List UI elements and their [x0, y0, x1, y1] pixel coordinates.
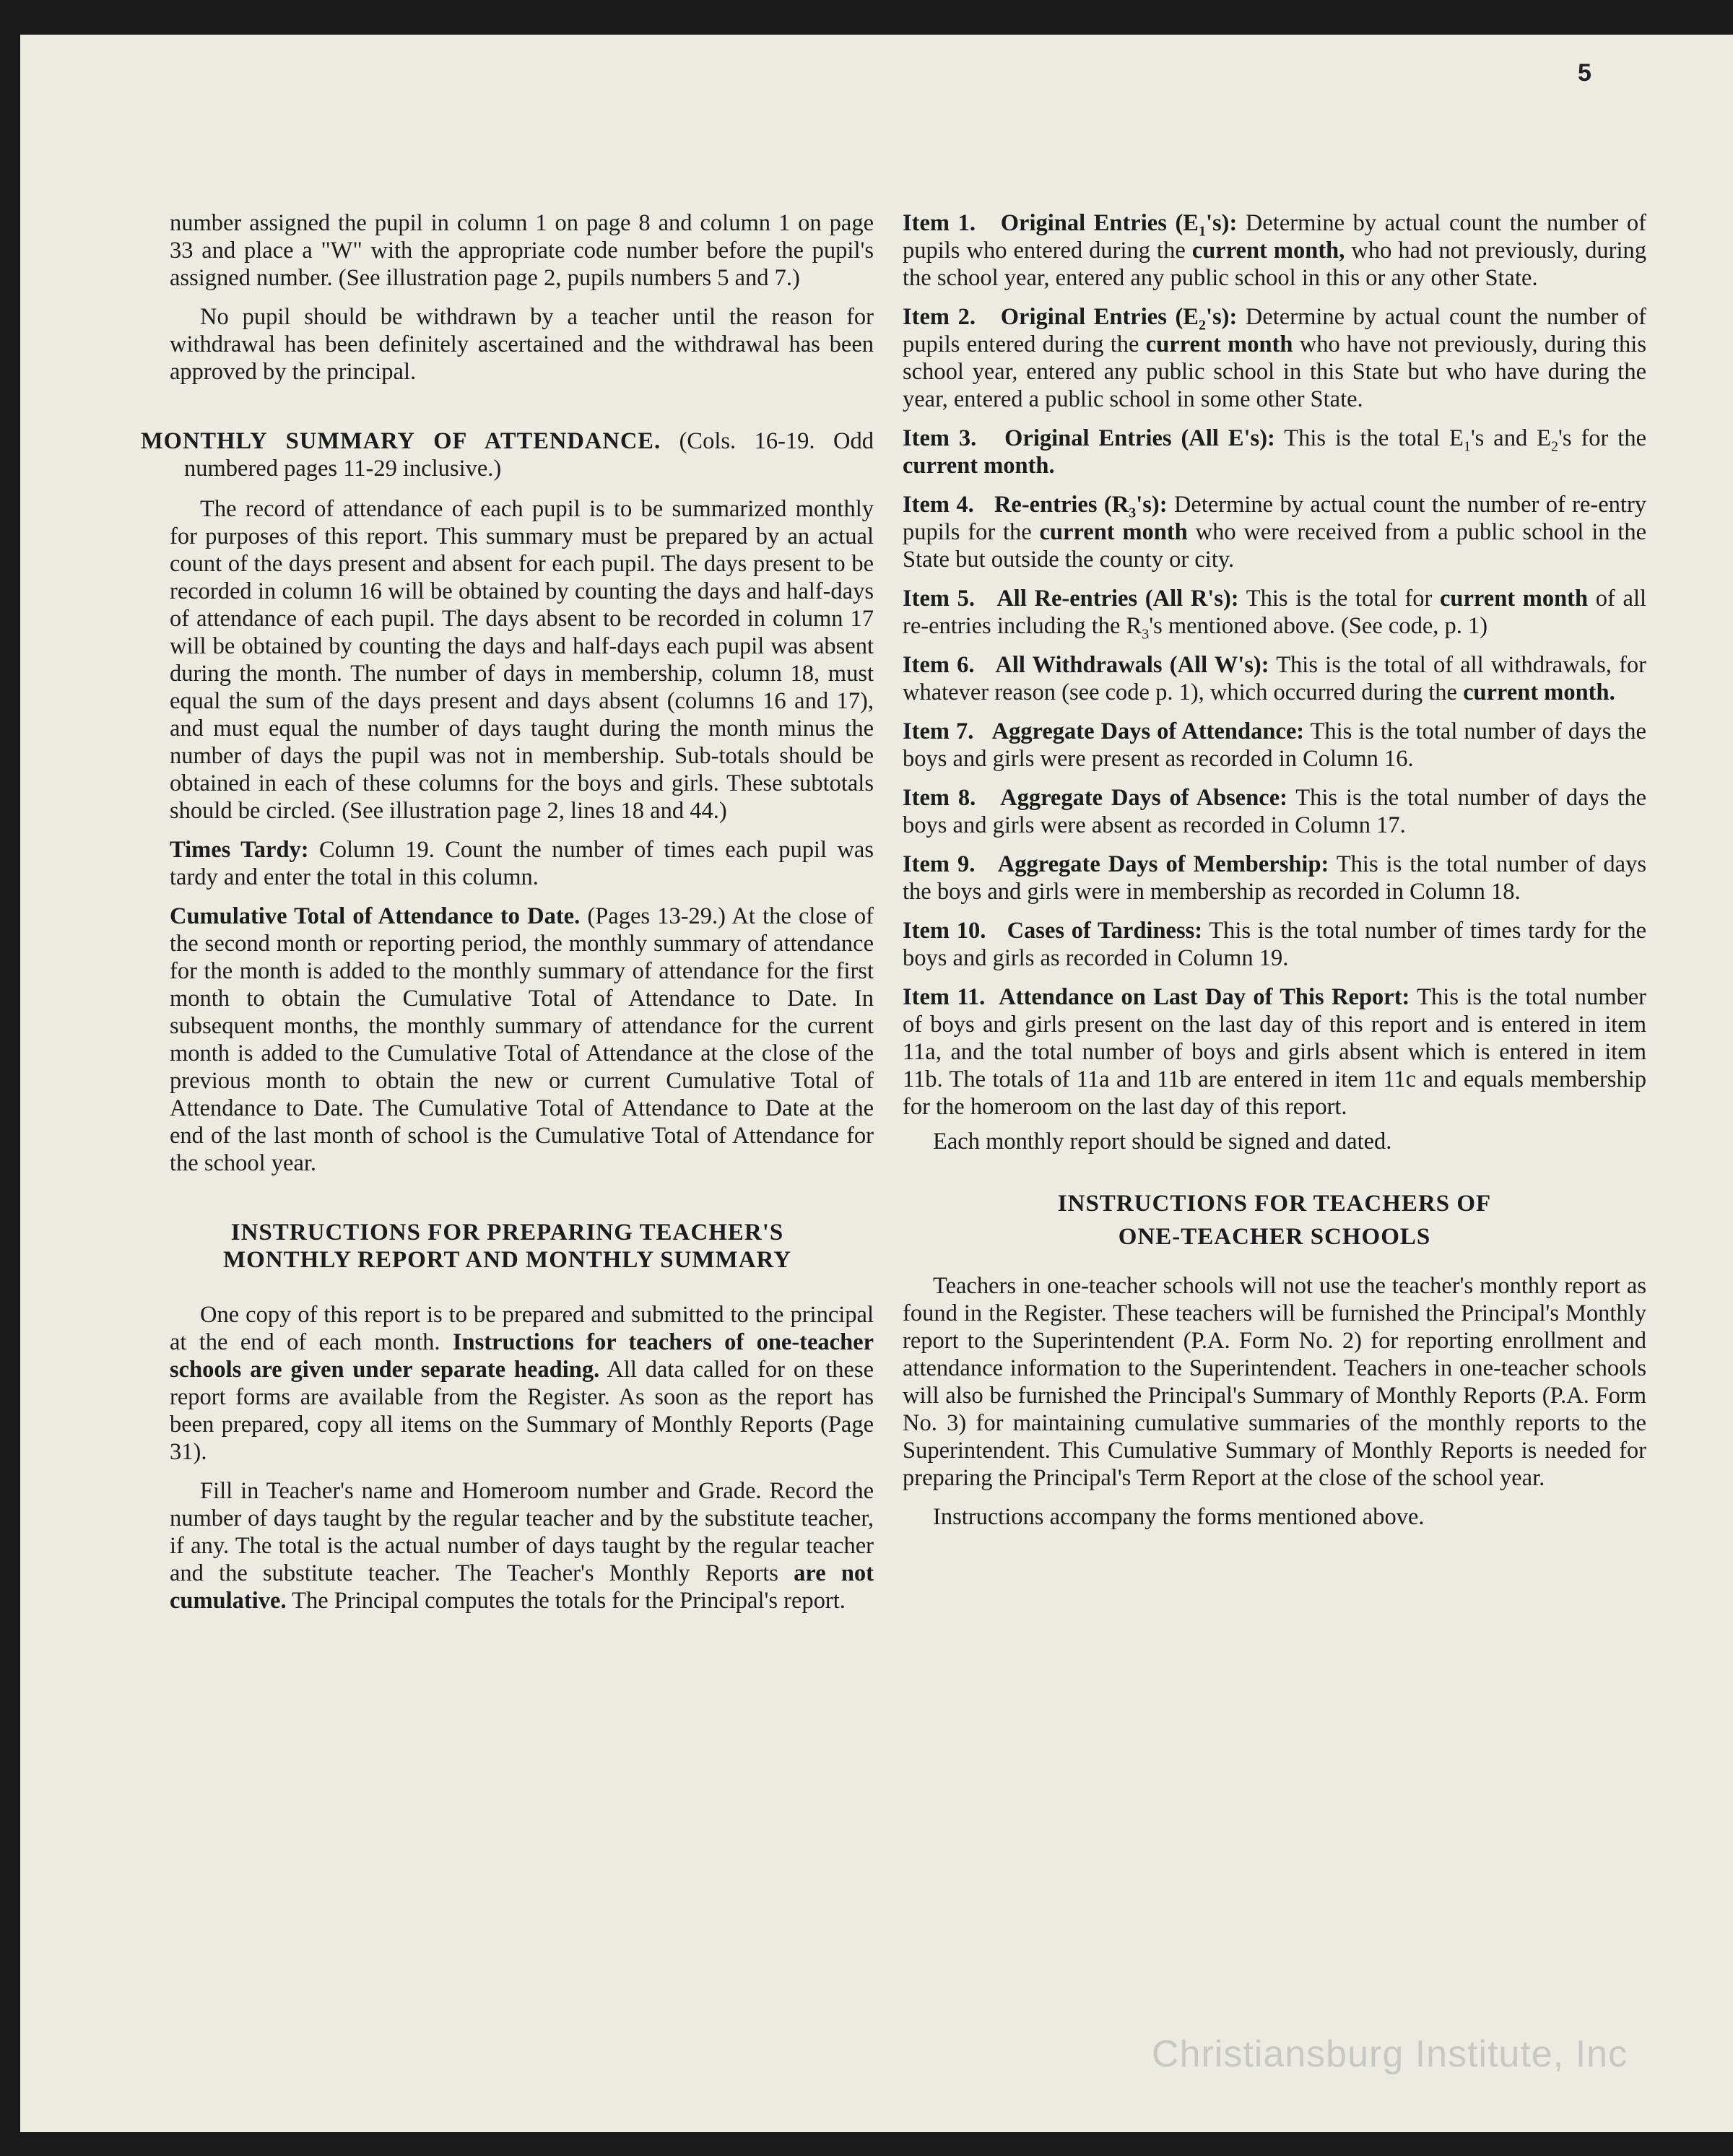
- bold-run: current month: [1145, 331, 1293, 357]
- bold-run: current month.: [1463, 679, 1615, 705]
- item-9: [903, 851, 1646, 905]
- item-title: Re-entries (R: [994, 492, 1129, 518]
- item-label: Item 5.: [903, 586, 976, 612]
- item-title: Original Entries (All E's):: [1004, 425, 1275, 451]
- times-tardy-paragraph: [141, 836, 874, 891]
- item-7: [903, 718, 1646, 773]
- instructions-paragraph: [141, 1477, 874, 1614]
- item-title: All Withdrawals (All W's):: [995, 652, 1269, 678]
- subscript: 1: [1198, 223, 1206, 240]
- item-title: Aggregate Days of Absence:: [1000, 785, 1287, 811]
- bold-run: current month: [1440, 586, 1589, 612]
- item-text: who had not previously, during the school year, entered any public school in this or any other State.: [903, 238, 1647, 291]
- heading-line: ONE-TEACHER SCHOOLS: [1118, 1224, 1431, 1250]
- item-3: [903, 425, 1646, 479]
- item-2: [903, 303, 1646, 413]
- summary-paragraph: The record of attendance of each pupil is to be summarized monthly for purposes of this report. This summary must be prepared by an actual count of the days present and absent for each pupil. The days present to be recorded in column 16 will be obtained by counting the days and half-days of attendance of each pupil. The days absent to be recorded in column 17 will be obtained by counting the days and half-days each pupil was absent during the month. The number of days in membership, column 18, must equal the sum of the days present and days absent (columns 16 and 17), and must equal the number of days taught during the month minus the number of days the pupil was not in membership. Sub-totals should be obtained in each of these columns for the boys and girls. These subtotals should be circled. (See illustration page 2, lines 18 and 44.): [170, 496, 874, 824]
- item-title: Attendance on Last Day of This Report:: [999, 984, 1410, 1010]
- item-text: Determine by actual count the number of re-entry pupils for the: [903, 492, 1647, 545]
- text-run: One copy of this report is to be prepared and submitted to the principal at the end of each month.: [170, 1302, 874, 1355]
- bold-run: current month,: [1191, 238, 1345, 264]
- bold-run: current month: [1039, 519, 1188, 545]
- item-label: Item 3.: [903, 425, 977, 451]
- right-column: [903, 209, 1646, 1542]
- item-title: Cases of Tardiness:: [1007, 918, 1203, 944]
- heading-line: MONTHLY REPORT AND MONTHLY SUMMARY: [222, 1247, 792, 1273]
- item-label: Item 6.: [903, 652, 975, 678]
- subscript: 3: [1129, 505, 1137, 521]
- left-column: [141, 209, 874, 1626]
- subscript: 2: [1198, 317, 1206, 334]
- watermark: Christiansburg Institute, Inc: [1152, 2033, 1628, 2075]
- item-label: Item 11.: [903, 984, 986, 1010]
- item-title: Aggregate Days of Attendance:: [991, 718, 1305, 744]
- text-run: Fill in Teacher's name and Homeroom number and Grade. Record the number of days taught by the regular teacher and by the substitute teacher, if any. The total is the actual number of days taught by the regular teacher and the substitute teacher. The Teacher's Monthly Reports: [170, 1478, 874, 1586]
- item-label: Item 8.: [903, 785, 976, 811]
- item-text: This is the total number of days the boys and girls were absent as recorded in Column 17.: [903, 785, 1646, 838]
- item-label: Item 10.: [903, 918, 986, 944]
- item-text: 's mentioned above. (See code, p. 1): [1149, 613, 1488, 639]
- item-text: This is the total E: [1284, 425, 1464, 451]
- item-text: This is the total number of days the boys and girls were in membership as recorded in Column 18.: [903, 851, 1646, 905]
- item-title: All Re-entries (All R's):: [996, 586, 1239, 612]
- cumulative-paragraph: [141, 903, 874, 1177]
- bold-run: current month.: [903, 453, 1055, 479]
- item-text: 's for the: [1558, 425, 1647, 451]
- item-text: 's and E: [1470, 425, 1551, 451]
- item-1: [903, 209, 1646, 292]
- item-text: who were received from a public school in the State but outside the county or city.: [903, 519, 1647, 573]
- times-tardy-label: Times Tardy:: [170, 837, 309, 863]
- item-title: Aggregate Days of Membership:: [997, 851, 1329, 877]
- item-text: This is the total of all withdrawals, for whatever reason (see code p. 1), which occurred during the: [903, 652, 1646, 705]
- item-text: Determine by actual count the number of pupils who entered during the: [903, 210, 1647, 264]
- section-heading: MONTHLY SUMMARY OF ATTENDANCE.: [141, 428, 661, 454]
- cumulative-text: (Pages 13-29.) At the close of the second month or reporting period, the monthly summary of attendance for the month is added to the monthly summary of attendance for the first month to obtain the Cumulative Total of Attendance to Date. In subsequent months, the monthly summary of attendance for the current month is added to the Cumulative Total of Attendance at the close of the previous month to obtain the new or current Cumulative Total of Attendance to Date. The Cumulative Total of Attendance to Date at the end of the last month of school is the Cumulative Total of Attendance for the school year.: [170, 903, 874, 1176]
- instructions-paragraph: [141, 1301, 874, 1466]
- item-label: Item 1.: [903, 210, 976, 236]
- item-title: Original Entries (E: [1000, 304, 1199, 330]
- item-text: This is the total number of days the boys and girls were present as recorded in Column 16.: [903, 718, 1646, 772]
- item-title: 's):: [1205, 210, 1238, 236]
- item-title: Original Entries (E: [1000, 210, 1199, 236]
- item-8: [903, 784, 1646, 839]
- item-label: Item 7.: [903, 718, 974, 744]
- subscript: 3: [1142, 626, 1150, 643]
- one-teacher-heading: [903, 1187, 1646, 1253]
- text-run: The Principal computes the totals for the Principal's report.: [292, 1588, 846, 1614]
- one-teacher-paragraph: Instructions accompany the forms mentioned above.: [933, 1504, 1425, 1530]
- text-run: All data called for on these report forms are available from the Register. As soon as the report has been prepared, copy all items on the Summary of Monthly Reports (Page 31).: [170, 1357, 874, 1465]
- times-tardy-text: Column 19. Count the number of times each pupil was tardy and enter the total in this column.: [170, 837, 874, 890]
- item-title: 's):: [1136, 492, 1168, 518]
- intro-paragraph: No pupil should be withdrawn by a teacher until the reason for withdrawal has been definitely ascertained and the withdrawal has been approved by the principal.: [170, 304, 874, 385]
- item-text: who have not previously, during this school year, entered any public school in this State but who have during the year, entered a public school in some other State.: [903, 331, 1646, 412]
- one-teacher-paragraph: Teachers in one-teacher schools will not use the teacher's monthly report as found in the Register. These teachers will be furnished the Principal's Monthly report to the Superintendent (P.A. Form No. 2) for reporting enrollment and attendance information to the Superintendent. Teachers in one-teacher schools will also be furnished the Principal's Summary of Monthly Reports (P.A. Form No. 3) for maintaining cumulative summaries of the monthly reports to the Superintendent. This Cumulative Summary of Monthly Reports is needed for preparing the Principal's Term Report at the close of the school year.: [903, 1273, 1646, 1491]
- intro-paragraph: number assigned the pupil in column 1 on page 8 and column 1 on page 33 and place a "W" with the appropriate code number before the pupil's assigned number. (See illustration page 2, pupils numbers 5 and 7.): [170, 210, 874, 291]
- heading-line: INSTRUCTIONS FOR TEACHERS OF: [1057, 1191, 1492, 1217]
- item-4: [903, 491, 1646, 573]
- item-text: This is the total number of boys and girls present on the last day of this report and is entered in item 11a, and the total number of boys and girls absent which is entered in item 11b. The totals of 11a and 11b are entered in item 11c and equals membership for the homeroom on the last day of this report.: [903, 984, 1646, 1120]
- bold-run: are not cumulative.: [170, 1560, 874, 1614]
- page-number: 5: [1578, 59, 1591, 87]
- cumulative-label: Cumulative Total of Attendance to Date.: [170, 903, 581, 929]
- item-text: of all re-entries including the R: [903, 586, 1647, 639]
- subscript: 2: [1551, 438, 1558, 455]
- item-title: 's):: [1205, 304, 1238, 330]
- instructions-heading: [141, 1219, 874, 1274]
- item-10: [903, 917, 1646, 972]
- item-5: [903, 585, 1647, 643]
- item-label: Item 4.: [903, 492, 974, 518]
- item-text: This is the total number of times tardy for the boys and girls as recorded in Column 19.: [903, 918, 1646, 971]
- item-label: Item 2.: [903, 304, 976, 330]
- heading-line: INSTRUCTIONS FOR PREPARING TEACHER'S: [230, 1220, 784, 1246]
- subscript: 1: [1463, 438, 1471, 455]
- monthly-summary-heading: [141, 427, 874, 482]
- signed-note: Each monthly report should be signed and dated.: [933, 1129, 1392, 1155]
- item-text: Determine by actual count the number of pupils entered during the: [903, 304, 1647, 357]
- item-6: [903, 651, 1646, 706]
- item-label: Item 9.: [903, 851, 976, 877]
- item-11: [903, 983, 1646, 1121]
- bold-run: Instructions for teachers of one-teacher schools are given under separate heading.: [170, 1329, 874, 1383]
- section-heading-note: (Cols. 16-19. Odd numbered pages 11-29 inclusive.): [184, 428, 874, 482]
- item-text: This is the total for: [1246, 586, 1433, 612]
